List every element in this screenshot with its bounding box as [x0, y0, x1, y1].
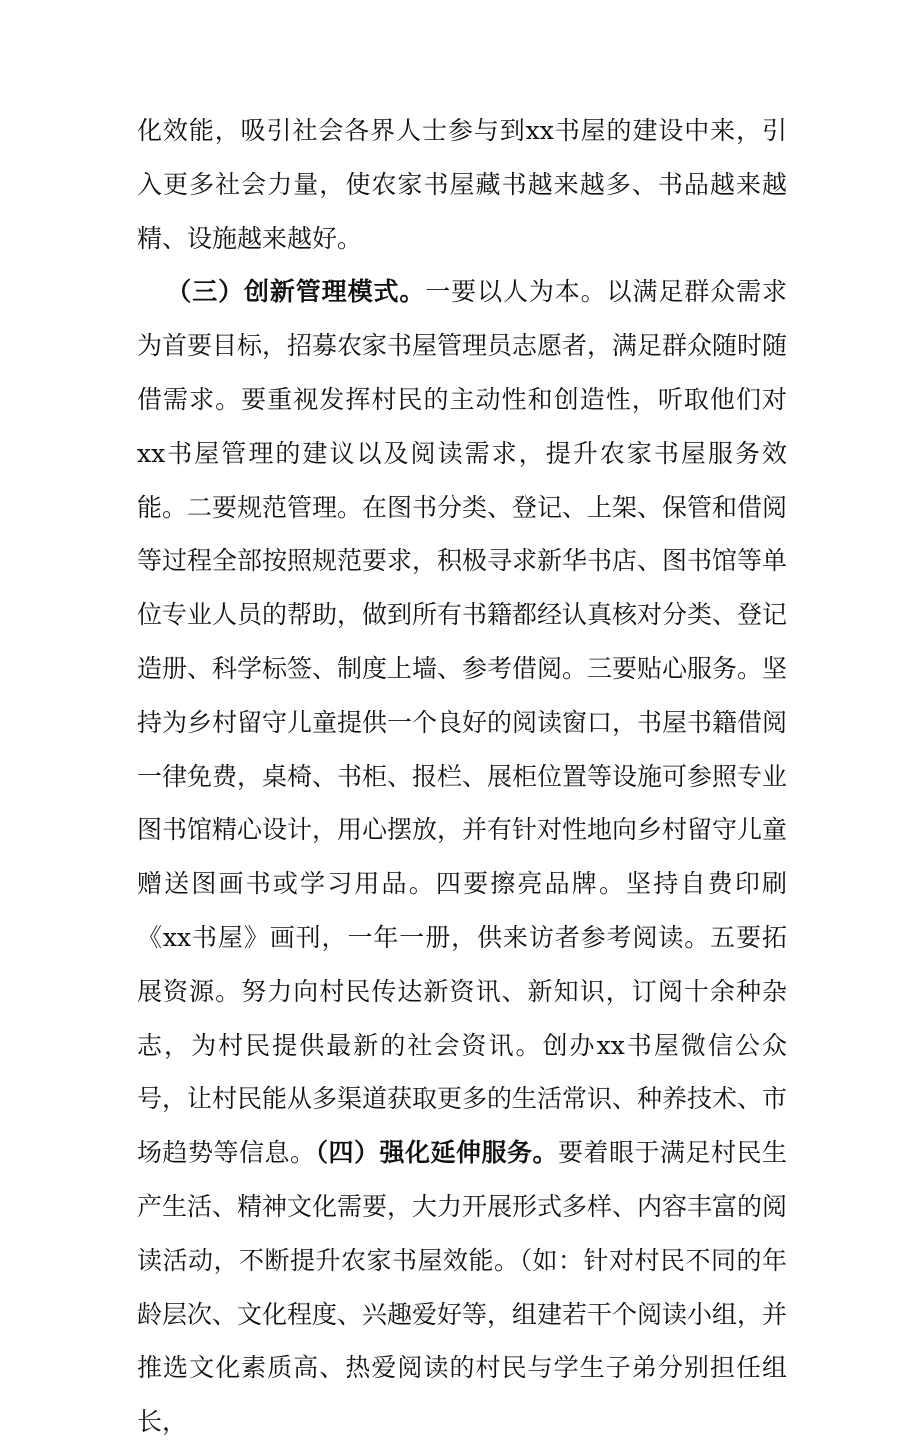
paragraph-text: 要着眼于满足村民生产生活、精神文化需要，大力开展形式多样、内容丰富的阅读活动，不断提升农家书屋效能。（如：针对村民不同的年龄层次、文化程度、兴趣爱好等，组建若干个阅读小组，并推选文化素质高、热爱阅读的村民与学生子弟分别担任组长，: [137, 1138, 788, 1437]
section-heading-innovate-management: （三）创新管理模式。: [165, 277, 426, 307]
paragraph-management: [137, 265, 787, 1449]
section-heading-extend-service: （四）强化延伸服务。: [315, 1138, 558, 1168]
paragraph-text: 一要以人为本。以满足群众需求为首要目标，招募农家书屋管理员志愿者，满足群众随时随借需求。要重视发挥村民的主动性和创造性，听取他们对xx书屋管理的建议以及阅读需求，提升农家书屋服务效能。二要规范管理。在图书分类、登记、上架、保管和借阅等过程全部按照规范要求，积极寻求新华书店、图书馆等单位专业人员的帮助，做到所有书籍都经认真核对分类、登记造册、科学标签、制度上墙、参考借阅。三要贴心服务。坚持为乡村留守儿童提供一个良好的阅读窗口，书屋书籍借阅一律免费，桌椅、书柜、报栏、展柜位置等设施可参照专业图书馆精心设计，用心摆放，并有针对性地向乡村留守儿童赠送图画书或学习用品。四要擦亮品牌。坚持自费印刷《xx书屋》画刊，一年一册，供来访者参考阅读。五要拓展资源。努力向村民传达新资讯、新知识，订阅十余种杂志，为村民提供最新的社会资讯。创办xx书屋微信公众号，让村民能从多渠道获取更多的生活常识、种养技术、市场趋势等信息。: [137, 277, 788, 1168]
paragraph-text: 化效能，吸引社会各界人士参与到xx书屋的建设中来，引入更多社会力量，使农家书屋藏书越来越多、书品越来越精、设施越来越好。: [137, 116, 787, 253]
document-body: [137, 104, 787, 1449]
paragraph-continuation: [137, 104, 787, 265]
